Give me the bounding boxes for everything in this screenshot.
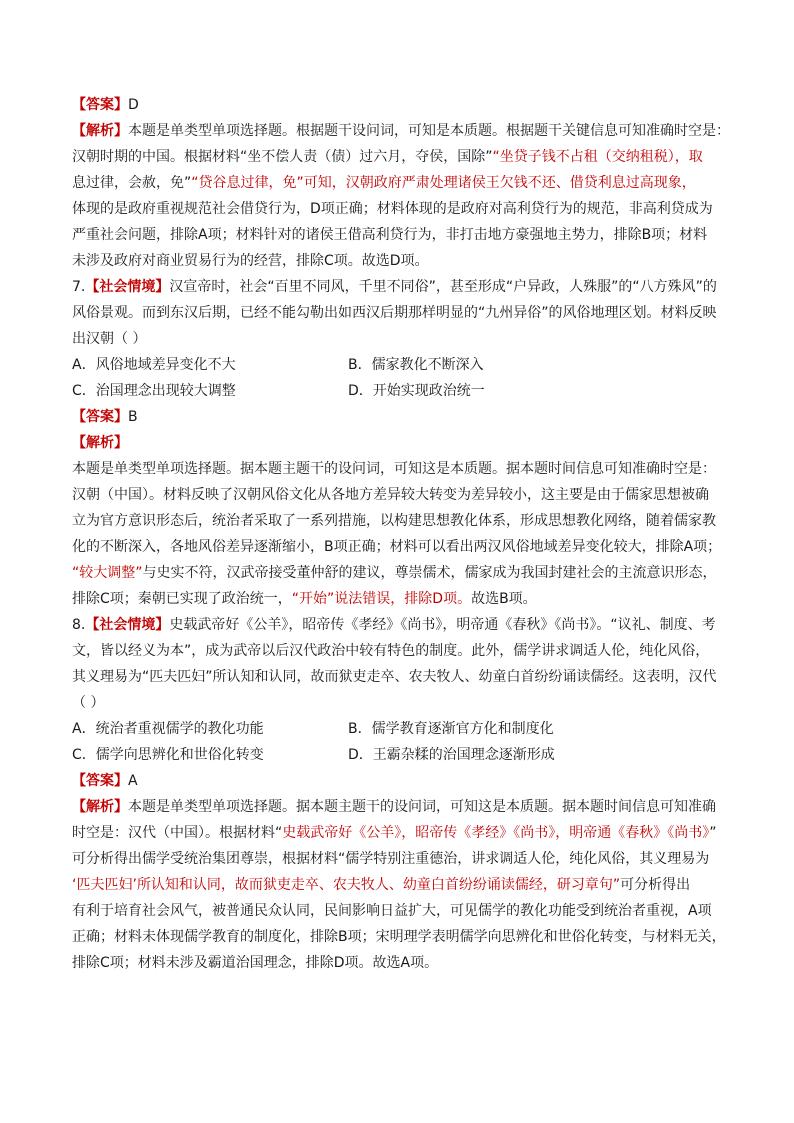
q7-options-row-1 [72, 352, 732, 378]
q7-stem [72, 274, 732, 352]
q7-stem-line [72, 274, 732, 300]
q7-analysis-line [72, 586, 732, 612]
q8-analysis-seg: 有利于培育社会风气，被普通民众认同，民间影响日益扩大，可见儒学的教化功能受到统治者重视，A项 [72, 903, 712, 919]
q7-answer-value: B [128, 409, 138, 425]
q7-analysis-line [72, 508, 732, 534]
q7-analysis-line [72, 560, 732, 586]
q8-analysis-seg: 正确；材料未体现儒学教育的制度化，排除B项；宋明理学表明儒学向思辨化和世俗化转变，与材料无关， [72, 929, 726, 945]
q7-analysis [72, 456, 732, 612]
q7-answer-line [72, 404, 732, 430]
q6-answer-label: 【答案】 [72, 97, 128, 113]
q7-option-c[interactable]: C．治国理念出现较大调整 [72, 383, 236, 399]
q7-analysis-seg: 排除C项；秦朝已实现了政治统一， [72, 591, 292, 607]
q7-analysis-seg: 本题是单类型单项选择题。据本题主题干的设问词，可知这是本质题。据本题时间信息可知准确时空是： [72, 461, 716, 477]
q6-answer-value: D [128, 97, 139, 113]
q8-analysis-line [72, 872, 732, 898]
q7-stem-line [72, 300, 732, 326]
q7-option-d[interactable]: D．开始实现政治统一 [348, 383, 485, 399]
q7-stem-text: 汉宣帝时，社会“百里不同风，千里不同俗”，甚至形成“户异政，人殊服”的“八方殊风”的 [169, 279, 717, 295]
q7-analysis-line [72, 456, 732, 482]
q6-analysis [72, 118, 732, 274]
q8-analysis-seg: ” [709, 825, 717, 841]
q6-analysis-line [72, 248, 732, 274]
q7-analysis-highlight: “较大调整” [72, 565, 143, 581]
q8-analysis-seg: 时空是：汉代（中国）。根据材料“ [72, 825, 283, 841]
q7-analysis-seg: 立为官方意识形态后，统治者采取了一系列措施，以构建思想教化体系，形成思想教化网络，随着儒家教 [72, 513, 716, 529]
q8-answer-line [72, 768, 732, 794]
q6-analysis-highlight: “坐贷子钱不占租（交纳租税），取 [492, 149, 703, 165]
q8-analysis-line [72, 950, 732, 976]
q8-analysis-seg: 可分析得出儒学受统治集团尊崇，根据材料“儒学特别注重德治，讲求调适人伦，纯化风俗，其义理易为 [72, 851, 710, 867]
q8-analysis-line [72, 898, 732, 924]
q6-analysis-line [72, 170, 732, 196]
q7-analysis-highlight: “开始”说法错误，排除D项。 [291, 591, 472, 607]
q8-stem-line [72, 612, 732, 638]
q6-analysis-line [72, 222, 732, 248]
q6-analysis-seg: 体现的是政府重视规范社会借贷行为，D项正确；材料体现的是政府对高利贷行为的规范，非高利贷成为 [72, 201, 713, 217]
q7-stem-text: 风俗景观。而到东汉后期，已经不能勾勒出如西汉后期那样明显的“九州异俗”的风俗地理区划。材料反映 [72, 305, 717, 321]
q7-analysis-line [72, 482, 732, 508]
q8-answer-value: A [128, 773, 138, 789]
q8-stem-text: 史载武帝好《公羊》，昭帝传《孝经》《尚书》，明帝通《春秋》《尚书》。“议礼、制度、考 [169, 617, 716, 633]
q8-stem-line [72, 638, 732, 664]
q8-analysis-seg: 可分析得出 [620, 877, 691, 893]
q7-option-a[interactable]: A．风俗地域差异变化不大 [72, 357, 236, 373]
q8-tag: 【社会情境】 [85, 617, 170, 633]
q6-analysis-highlight: “贷谷息过律，免”可知，汉朝政府严肃处理诸侯王欠钱不还、借贷利息过高现象， [191, 175, 696, 191]
q6-answer-line [72, 92, 732, 118]
q6-analysis-seg: 汉朝时期的中国。根据材料“坐不偿人责（债）过六月，夺侯，国除” [72, 149, 493, 165]
q8-analysis-seg: 排除C项；材料未涉及霸道治国理念，排除D项。故选A项。 [72, 955, 439, 971]
q8-analysis-highlight: ‘匹夫匹妇’所认知和认同，故而狱吏走卒、农夫牧人、幼童白首纷纷诵读儒经，研习章句” [72, 877, 621, 893]
q7-stem-line [72, 326, 732, 352]
q8-option-b[interactable]: B．儒学教育逐渐官方化和制度化 [348, 721, 554, 737]
q8-analysis-line [72, 820, 732, 846]
q6-analysis-seg: 未涉及政府对商业贸易行为的经营，排除C项。故选D项。 [72, 253, 429, 269]
q6-analysis-seg: 严重社会问题，排除A项；材料针对的诸侯王借高利贷行为，非打击地方豪强地主势力，排除B项；材料 [72, 227, 708, 243]
document-content [72, 92, 732, 976]
q8-stem-text: 其义理易为“匹夫匹妇”所认知和认同，故而狱吏走卒、农夫牧人、幼童白首纷纷诵读儒经。这表明，汉代 [72, 669, 717, 685]
q8-option-a[interactable]: A．统治者重视儒学的教化功能 [72, 721, 264, 737]
q7-answer-label: 【答案】 [72, 409, 128, 425]
q8-analysis-seg: 本题是单类型单项选择题。据本题主题干的设问词，可知这是本质题。据本题时间信息可知准确 [128, 799, 716, 815]
q8-analysis-label: 【解析】 [72, 799, 128, 815]
q6-analysis-line [72, 118, 732, 144]
q8-options-row-2 [72, 742, 732, 768]
q6-analysis-line [72, 144, 732, 170]
q7-analysis-seg: 汉朝（中国）。材料反映了汉朝风俗文化从各地方差异较大转变为差异较小，这主要是由于儒家思想被确 [72, 487, 709, 503]
q8-analysis [72, 794, 732, 976]
q8-stem [72, 612, 732, 716]
q8-number: 8. [72, 617, 86, 633]
q7-analysis-line [72, 534, 732, 560]
q8-analysis-highlight: 史载武帝好《公羊》，昭帝传《孝经》《尚书》，明帝通《春秋》《尚书》 [282, 825, 710, 841]
q8-options-row-1 [72, 716, 732, 742]
q8-analysis-line [72, 846, 732, 872]
q7-stem-text: 出汉朝（ ） [72, 331, 147, 347]
q6-analysis-seg: 息过律，会赦，免” [72, 175, 192, 191]
q7-analysis-heading [72, 430, 732, 456]
q8-analysis-line [72, 794, 732, 820]
q7-options-row-2 [72, 378, 732, 404]
q7-option-b[interactable]: B．儒家教化不断深入 [348, 357, 484, 373]
q7-analysis-label: 【解析】 [72, 435, 128, 451]
q7-analysis-seg: 故选B项。 [471, 591, 537, 607]
q8-stem-text: （ ） [72, 695, 105, 711]
q8-stem-line [72, 664, 732, 690]
q6-analysis-line [72, 196, 732, 222]
q7-tag: 【社会情境】 [85, 279, 170, 295]
q8-answer-label: 【答案】 [72, 773, 128, 789]
q8-stem-line [72, 690, 732, 716]
q8-option-d[interactable]: D．王霸杂糅的治国理念逐渐形成 [348, 747, 555, 763]
q8-stem-text: 文，皆以经义为本”，成为武帝以后汉代政治中较有特色的制度。此外，儒学讲求调适人伦，纯化风俗， [72, 643, 710, 659]
q7-analysis-seg: 化的不断深入，各地风俗差异逐渐缩小，B项正确；材料可以看出两汉风俗地域差异变化较大，排除A项； [72, 539, 722, 555]
q7-analysis-seg: 与史实不符，汉武帝接受董仲舒的建议，尊崇儒术，儒家成为我国封建社会的主流意识形态， [142, 565, 717, 581]
q7-number: 7. [72, 279, 86, 295]
q6-analysis-label: 【解析】 [72, 123, 128, 139]
q6-analysis-seg: 本题是单类型单项选择题。根据题干设问词，可知是本质题。根据题干关键信息可知准确时空是： [128, 123, 730, 139]
q8-analysis-line [72, 924, 732, 950]
q8-option-c[interactable]: C．儒学向思辨化和世俗化转变 [72, 747, 264, 763]
